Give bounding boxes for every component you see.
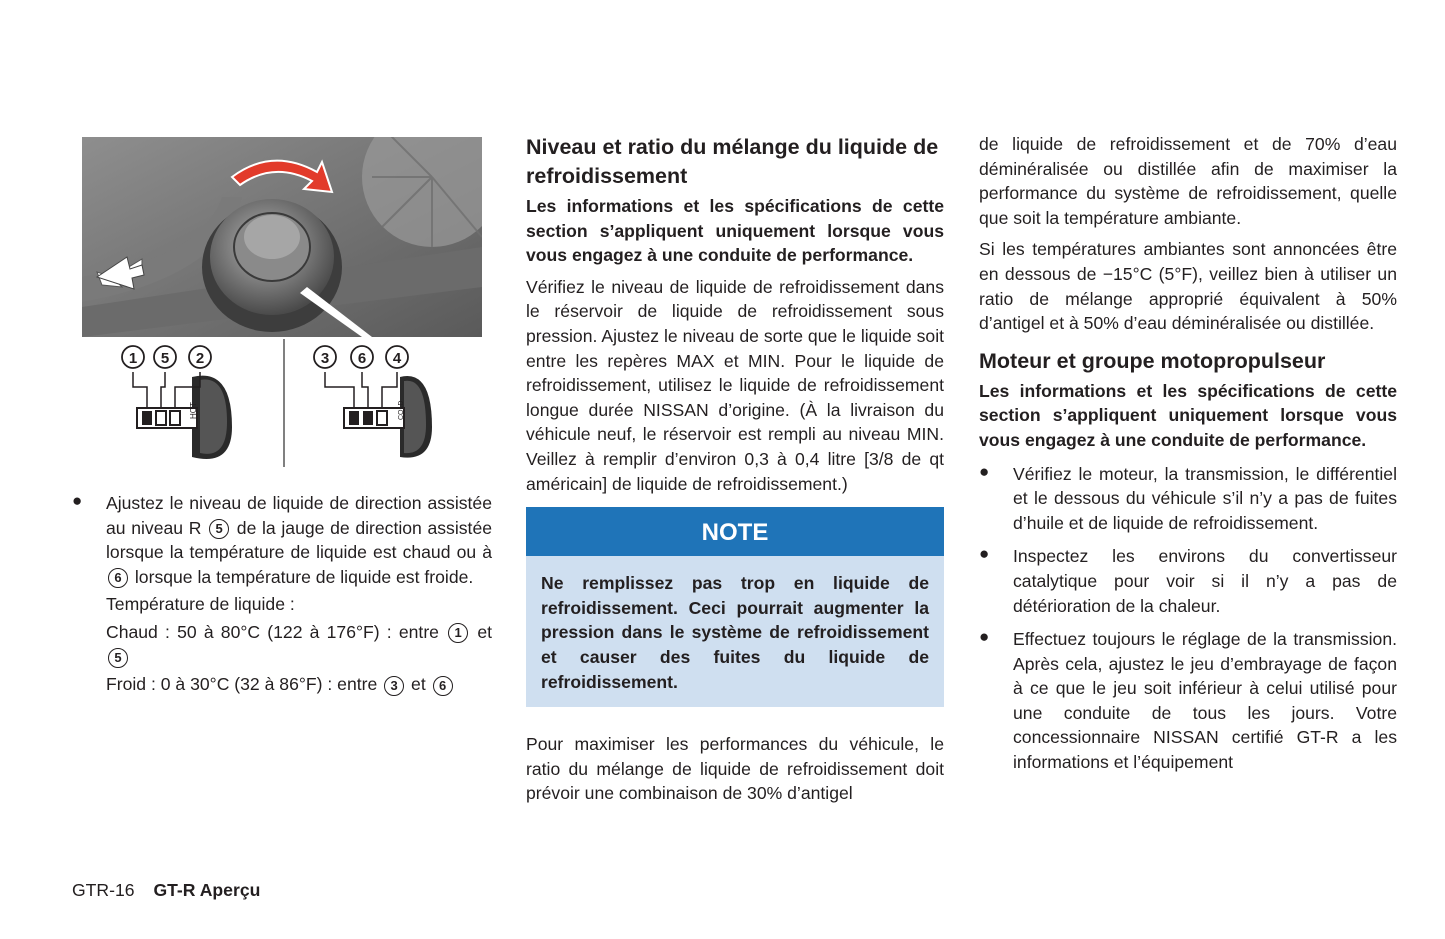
hot-and: et <box>477 621 493 642</box>
figure-label-4: 4 <box>392 350 402 367</box>
bullet-text-part1: Ajustez le niveau de liquide de direction assistée au niveau R <box>106 493 492 538</box>
bullet-icon: ● <box>979 627 990 647</box>
engine-intro: Les informations et les spécifications de cette section s’appliquent uniquement lorsque vous vous engagez à une conduite de performance. <box>979 380 1397 450</box>
coolant-ratio-text: Pour maximiser les performances du véhicule, le ratio du mélange de liquide de refroidissement doit prévoir une combinaison de 30% d’antigel <box>526 734 944 804</box>
ref-5-icon: 5 <box>209 519 229 539</box>
page-number: GTR-16 <box>72 880 135 900</box>
gauge-cold-text: COLD <box>398 400 405 420</box>
note-box <box>526 507 944 707</box>
figure-label-6: 6 <box>357 350 367 367</box>
column-left <box>72 491 492 697</box>
steering-fluid-text <box>106 491 492 589</box>
ref-6-icon: 6 <box>108 568 128 588</box>
cold-ref-3-icon: 3 <box>384 676 404 696</box>
engine-heading: Moteur et groupe motopropulseur <box>979 348 1326 373</box>
engine-bullet-text-1: Vérifiez le moteur, la transmission, le différentiel et le dessous du véhicule s’il n’y a pas de fuites d’huile et de liquide de refroidissement. <box>1013 463 1397 533</box>
figure-label-2: 2 <box>195 350 205 367</box>
steering-fluid-bullet <box>72 491 492 697</box>
figure-label-5: 5 <box>160 350 170 367</box>
temp-label: Température de liquide : <box>106 594 295 615</box>
coolant-ratio-continued: de liquide de refroidissement et de 70% d’eau déminéralisée ou distillée afin de maximiser la performance du système de refroidissement, quelle que soit la température ambiante. <box>979 134 1397 228</box>
coolant-intro: Les informations et les spécifications de cette section s’appliquent uniquement lorsque vous vous engagez à une conduite de performance. <box>526 196 944 266</box>
bullet-text-part2: de la jauge de direction assistée lorsque la température de liquide est chaud ou à <box>106 517 493 563</box>
column-right <box>979 132 1397 775</box>
figure-label-1: 1 <box>128 350 138 367</box>
engine-bullet-text-2: Inspectez les environs du convertisseur catalytique pour voir si il n’y a pas de détérioration de la chaleur. <box>1013 546 1397 616</box>
hot-temp-line <box>106 620 492 669</box>
section-title: GT-R Aperçu <box>153 880 261 900</box>
figure-illustration <box>82 137 482 467</box>
gauge-hot-text: HOT <box>189 402 198 419</box>
figure-label-3: 3 <box>320 350 330 367</box>
column-middle <box>526 133 944 806</box>
bullet-icon: ● <box>72 491 83 510</box>
hot-text: Chaud : 50 à 80°C (122 à 176°F) : entre <box>106 621 439 642</box>
cold-temp-line <box>106 672 492 697</box>
engine-bullet-3 <box>979 627 1397 775</box>
bullet-text-part3: lorsque la température de liquide est froide. <box>134 566 474 587</box>
page-footer <box>72 880 260 901</box>
power-steering-reservoir-figure <box>82 137 482 467</box>
engine-bullet-1 <box>979 462 1397 536</box>
hot-ref-1-icon: 1 <box>448 623 468 643</box>
note-body <box>526 556 944 707</box>
coolant-heading: Niveau et ratio du mélange du liquide de refroidissement <box>526 135 939 188</box>
bullet-icon: ● <box>979 544 990 564</box>
coolant-body: Vérifiez le niveau de liquide de refroidissement dans le réservoir de liquide de refroidissement sous pression. Ajustez le niveau de sorte que le liquide soit entre les repères MAX et MIN. Pour le liquide de refroidissement, utilisez le liquide de refroidissement longue durée NISSAN d’origine. (À la livraison du véhicule neuf, le réservoir est rempli au niveau MIN. Veillez à remplir d’environ 0,3 à 0,4 litre [3/8 de qt américain] de liquide de refroidissement.) <box>526 276 944 494</box>
hot-ref-5-icon: 5 <box>108 648 128 668</box>
cold-and: et <box>411 674 426 695</box>
bullet-icon: ● <box>979 461 990 481</box>
low-temp-text: Si les températures ambiantes sont annoncées être en dessous de −15°C (5°F), veillez bien à utiliser un ratio de mélange approprié équivalent à 50% d’antigel et à 50% d’eau déminéralisée ou distillée. <box>979 239 1397 334</box>
engine-bullet-2 <box>979 544 1397 618</box>
cold-text: Froid : 0 à 30°C (32 à 86°F) : entre <box>106 674 378 695</box>
cold-ref-6-icon: 6 <box>433 676 453 696</box>
note-title: NOTE <box>526 507 944 556</box>
note-text: Ne remplissez pas trop en liquide de refroidissement. Ceci pourrait augmenter la pression dans le système de refroidissement et causer des fuites du liquide de refroidissement. <box>541 573 929 692</box>
engine-bullet-text-3: Effectuez toujours le réglage de la transmission. Après cela, ajustez le jeu d’embrayage de façon à ce que le jeu soit inférieur à celui utilisé pour une conduite de tous les jours. Votre concessionnaire NISSAN certifié GT-R a les informations et l’équipement <box>1013 629 1397 773</box>
